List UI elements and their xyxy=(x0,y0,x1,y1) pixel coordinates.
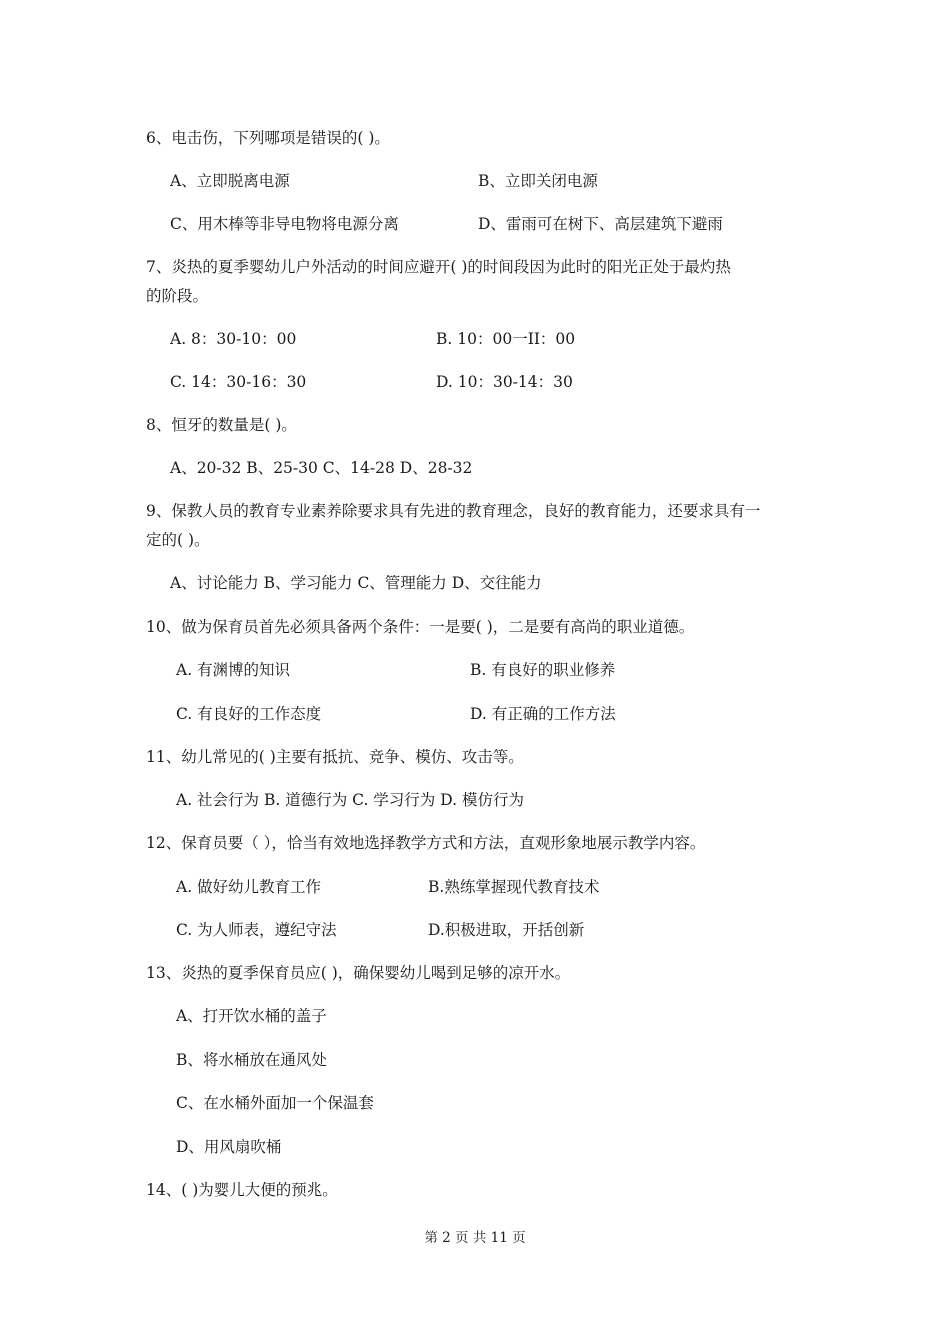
question-7-option-d: D. 10：30-14：30 xyxy=(436,373,573,391)
question-10-option-d: D. 有正确的工作方法 xyxy=(470,705,616,723)
question-7-option-c: C. 14：30-16：30 xyxy=(170,373,307,391)
question-12-option-c: C. 为人师表，遵纪守法 xyxy=(176,921,337,939)
question-13-option-c: C、在水桶外面加一个保温套 xyxy=(176,1094,374,1112)
question-12-option-b: B.熟练掌握现代教育技术 xyxy=(428,878,600,896)
question-12-stem: 12、保育员要（ ），恰当有效地选择教学方式和方法，直观形象地展示教学内容。 xyxy=(146,834,706,852)
question-14-stem: 14、( )为婴儿大便的预兆。 xyxy=(146,1181,338,1199)
page-number-footer: 第 2 页 共 11 页 xyxy=(424,1230,526,1246)
question-10-option-b: B. 有良好的职业修养 xyxy=(470,661,616,679)
question-12-option-a: A. 做好幼儿教育工作 xyxy=(176,878,322,896)
question-11-stem: 11、幼儿常见的( )主要有抵抗、竞争、模仿、攻击等。 xyxy=(146,748,524,766)
question-8-options: A、20-32 B、25-30 C、14-28 D、28-32 xyxy=(170,459,473,477)
question-12-option-d: D.积极进取，开括创新 xyxy=(428,921,585,939)
question-13-stem: 13、炎热的夏季保育员应( )，确保婴幼儿喝到足够的凉开水。 xyxy=(146,964,571,982)
question-9-stem-line2: 定的( )。 xyxy=(146,531,210,549)
question-13-option-b: B、将水桶放在通风处 xyxy=(176,1051,327,1069)
question-11-options: A. 社会行为 B. 道德行为 C. 学习行为 D. 模仿行为 xyxy=(176,791,524,809)
question-8-stem: 8、恒牙的数量是( )。 xyxy=(146,416,297,434)
question-10-option-a: A. 有渊博的知识 xyxy=(176,661,291,679)
question-9-options: A、讨论能力 B、学习能力 C、管理能力 D、交往能力 xyxy=(170,574,542,592)
question-6-option-d: D、雷雨可在树下、高层建筑下避雨 xyxy=(478,215,723,233)
question-9-stem-line1: 9、保教人员的教育专业素养除要求具有先进的教育理念，良好的教育能力，还要求具有一 xyxy=(146,502,761,520)
question-7-option-a: A. 8：30-10：00 xyxy=(170,330,297,348)
question-6-option-b: B、立即关闭电源 xyxy=(478,172,598,190)
question-6-stem: 6、电击伤，下列哪项是错误的( )。 xyxy=(146,129,390,147)
question-13-option-d: D、用风扇吹桶 xyxy=(176,1138,282,1156)
question-7-stem-line2: 的阶段。 xyxy=(146,287,209,305)
question-10-stem: 10、做为保育员首先必须具备两个条件：一是要( )，二是要有高尚的职业道德。 xyxy=(146,618,695,636)
question-7-option-b: B. 10：00一II：00 xyxy=(436,330,576,348)
question-13-option-a: A、打开饮水桶的盖子 xyxy=(176,1007,327,1025)
question-6-option-c: C、用木棒等非导电物将电源分离 xyxy=(170,215,399,233)
question-6-option-a: A、立即脱离电源 xyxy=(170,172,290,190)
question-7-stem-line1: 7、炎热的夏季婴幼儿户外活动的时间应避开( )的时间段因为此时的阳光正处于最灼热 xyxy=(146,258,731,276)
question-10-option-c: C. 有良好的工作态度 xyxy=(176,705,322,723)
